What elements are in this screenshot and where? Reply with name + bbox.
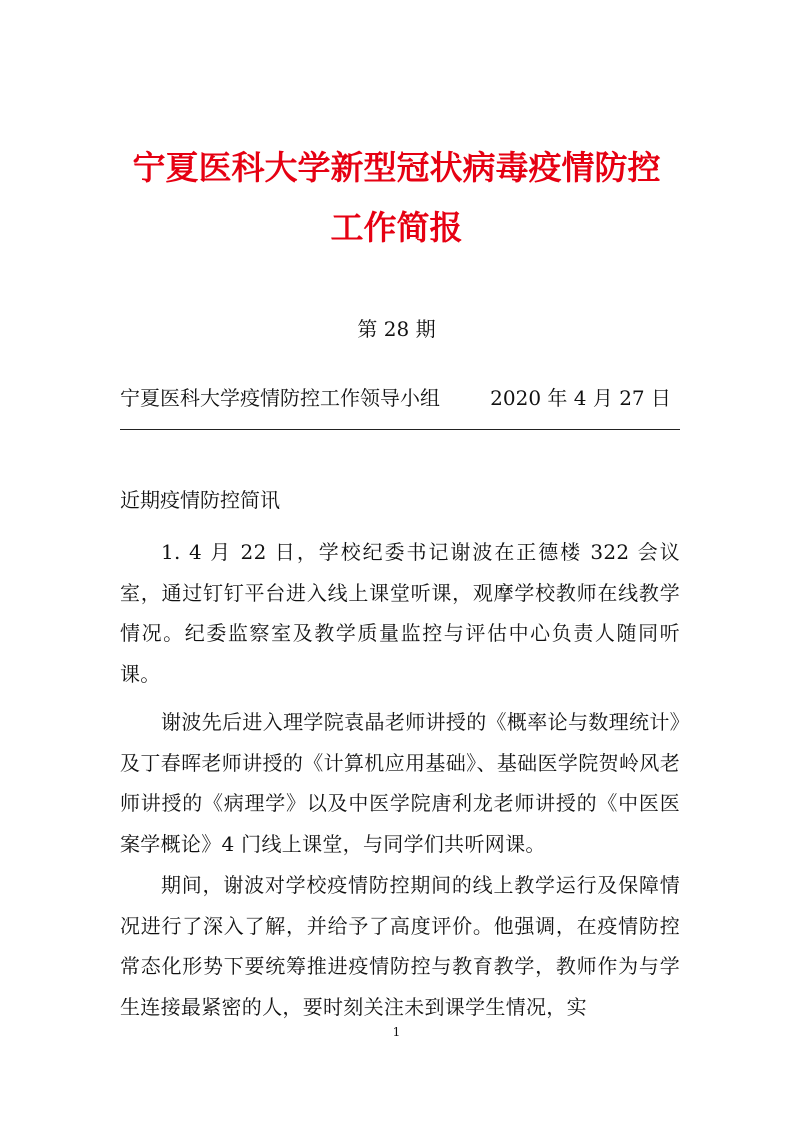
header-divider [120, 429, 680, 430]
paragraph: 谢波先后进入理学院袁晶老师讲授的《概率论与数理统计》及丁春晖老师讲授的《计算机应用基础》、基础医学院贺岭风老师讲授的《病理学》以及中医学院唐利龙老师讲授的《中医医案学概论》4 门线上课堂，与同学们共听网课。 [120, 710, 680, 856]
issuing-organization: 宁夏医科大学疫情防控工作领导小组 [120, 386, 440, 410]
issue-date: 2020 年 4 月 27 日 [490, 386, 671, 410]
paragraph: 期间，谢波对学校疫情防控期间的线上教学运行及保障情况进行了深入了解，并给予了高度评价。他强调，在疫情防控常态化形势下要统筹推进疫情防控与教育教学，教师作为与学生连接最紧密的人，要时刻关注未到课学生情况，实 [120, 873, 680, 1019]
document-title-line-1: 宁夏医科大学新型冠状病毒疫情防控 [132, 148, 661, 187]
page-number: 1 [392, 1025, 401, 1039]
document-title-line-2: 工作简报 [330, 208, 463, 247]
section-heading: 近期疫情防控简讯 [120, 488, 280, 512]
paragraph: 1. 4 月 22 日，学校纪委书记谢波在正德楼 322 会议室，通过钉钉平台进入线上课堂听课，观摩学校教师在线教学情况。纪委监察室及教学质量监控与评估中心负责人随同听课。 [120, 540, 680, 686]
issue-number: 第 28 期 [357, 317, 436, 341]
